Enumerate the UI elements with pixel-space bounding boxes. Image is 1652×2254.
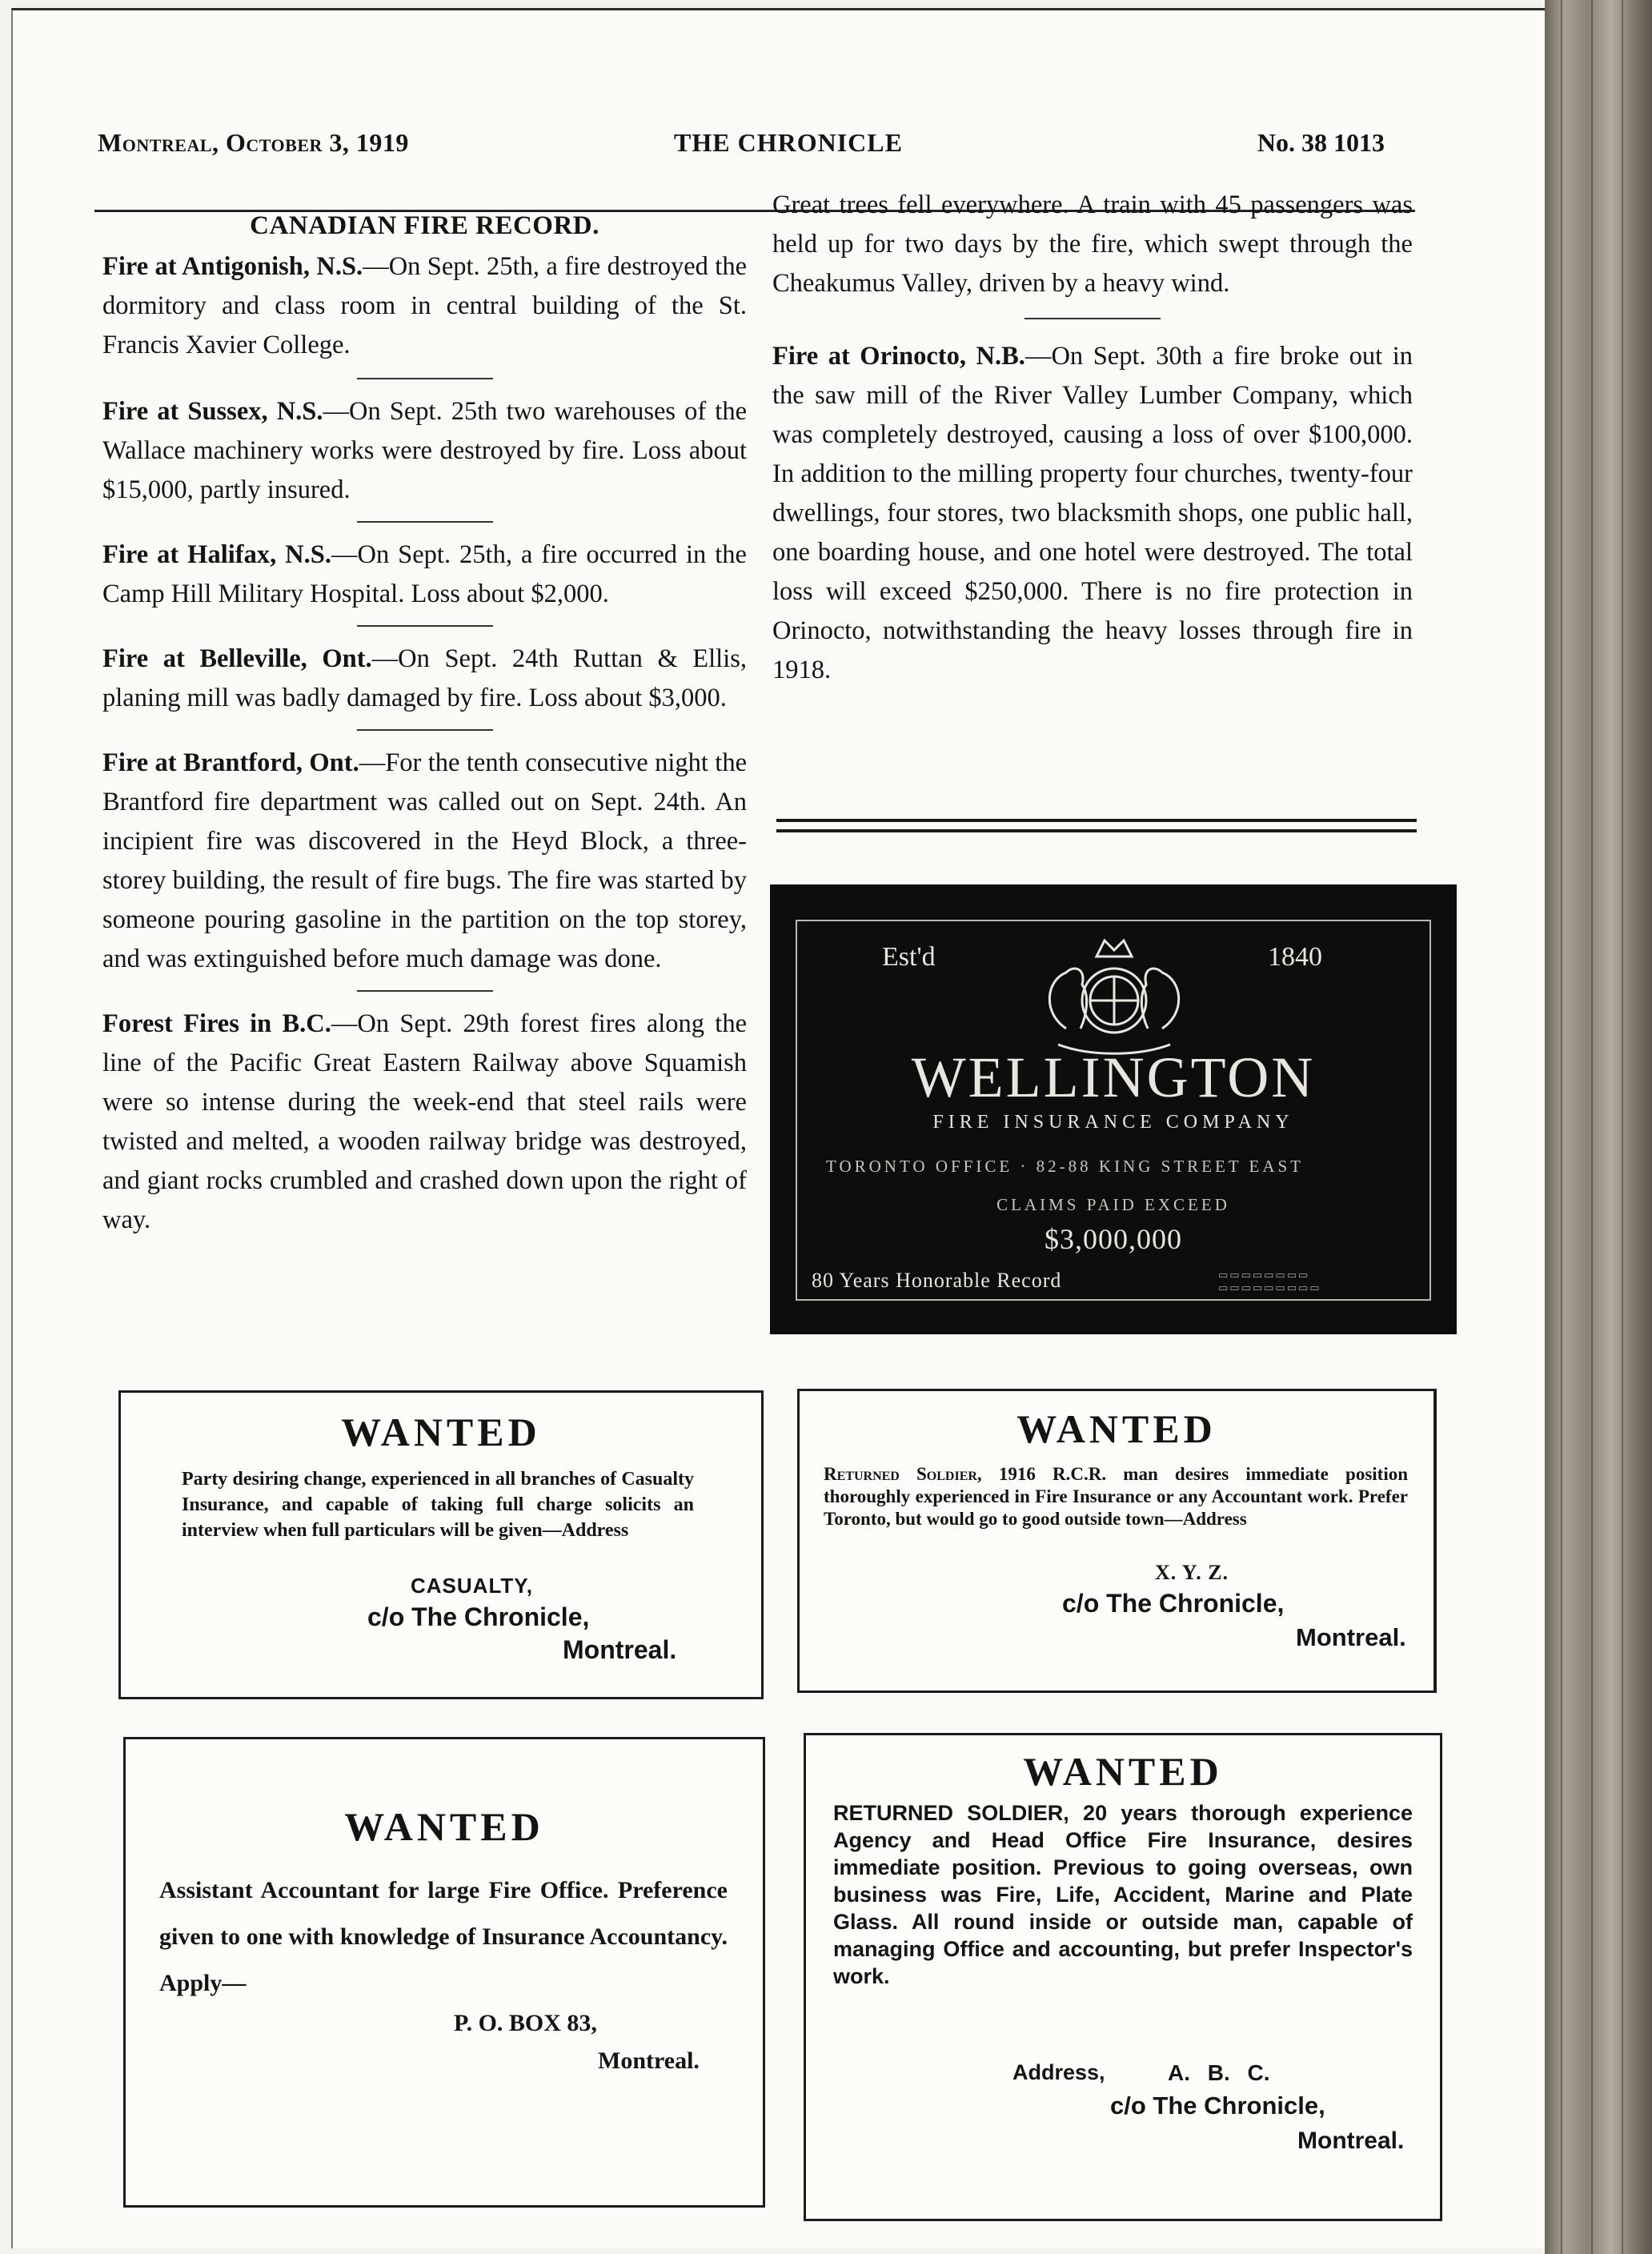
fire-report-orinocto: [772, 337, 1413, 690]
ad-reply-name: X. Y. Z.: [1155, 1561, 1229, 1584]
fire-report-brantford: [102, 744, 747, 979]
page-header: [98, 128, 1385, 176]
report-text: —On Sept. 30th a fire broke out in the saw mill of the River Valley Lumber Company, which was completely destroyed, causing a loss of over $100,000. In addition to the milling property four churches, twenty-four dwellings, four stores, two blacksmith shops, one public hall, one boarding house, and one hotel were destroyed. The total loss will exceed $250,000. There is no fire protection in Orinocto, notwithstanding the heavy losses through fire in 1918.: [772, 342, 1413, 684]
ad-reply-name: A. B. C.: [1168, 2060, 1270, 2085]
separator-rule: [357, 625, 493, 627]
report-text: —On Sept. 25th, a fire occurred in the Camp Hill Military Hospital. Loss about $2,000.: [102, 540, 747, 608]
header-publication-title: THE CHRONICLE: [674, 128, 903, 157]
report-lead: Forest Fires in B.C.: [102, 1009, 331, 1038]
report-lead: Fire at Sussex, N.S.: [102, 397, 323, 426]
left-column: [102, 207, 747, 1240]
ad-body: Assistant Accountant for large Fire Office. Preference given to one with knowledge of Insurance Accountancy. Apply—: [159, 1877, 728, 1996]
report-lead: Fire at Belleville, Ont.: [102, 644, 372, 673]
ad-reply-city: Montreal.: [563, 1635, 677, 1664]
bc-fire-continuation: Great trees fell everywhere. A train with 45 passengers was held up for two days by the fire, which swept through the Cheakumus Valley, driven by a heavy wind.: [772, 191, 1413, 298]
report-lead: Fire at Antigonish, N.S.: [102, 252, 363, 281]
ad-reply-care: c/o The Chronicle,: [1110, 2092, 1325, 2120]
report-text: —On Sept. 24th Ruttan & Ellis, planing mill was badly damaged by fire. Loss about $3,000.: [102, 644, 748, 712]
fire-report-halifax: [102, 535, 747, 614]
ad-title: WANTED: [1016, 1406, 1217, 1451]
ad-established-year: 1840: [1268, 942, 1322, 972]
header-issue-page-number: No. 38 1013: [1257, 128, 1385, 157]
report-lead: Fire at Brantford, Ont.: [102, 748, 359, 777]
ad-body: [824, 1463, 1408, 1530]
separator-rule: [357, 521, 493, 523]
fire-report-sussex: [102, 392, 747, 510]
ad-reply-city: Montreal.: [598, 2047, 700, 2074]
wanted-ad-abc: [804, 1733, 1442, 2221]
right-column: [772, 186, 1413, 690]
fire-report-bc-forest-fires: [102, 1005, 747, 1240]
ad-reply-care: c/o The Chronicle,: [1062, 1589, 1285, 1618]
report-lead: Fire at Orinocto, N.B.: [772, 342, 1025, 371]
ad-reply-name: P. O. BOX 83,: [454, 2010, 597, 2036]
report-text: —On Sept. 25th, a fire destroyed the dormitory and class room in central building of the St. Francis Xavier College.: [102, 252, 748, 359]
ad-agents-fine-print: ▭▭▭▭▭▭▭▭ ▭▭▭▭▭▭▭▭▭: [1218, 1269, 1321, 1293]
report-lead: Fire at Halifax, N.S.: [102, 540, 331, 569]
wanted-ad-po-box: [123, 1737, 765, 2208]
separator-rule: [357, 729, 493, 731]
double-rule: [776, 819, 1417, 832]
wellington-insurance-ad: [770, 884, 1457, 1334]
wanted-ad-xyz: [797, 1389, 1437, 1693]
ad-office-address: TORONTO OFFICE · 82-88 KING STREET EAST: [826, 1157, 1305, 1176]
ad-record-tagline: 80 Years Honorable Record: [812, 1269, 1062, 1292]
book-page-edge: [1545, 0, 1652, 2254]
report-text: —For the tenth consecutive night the Brantford fire department was called out on Sept. 24th. An incipient fire was discovered in the Heyd Block, a three-storey building, the result of fire bugs. The fire was started by someone pouring gasoline in the partition on the top storey, and was extinguished before much damage was done.: [102, 748, 748, 973]
ad-reply-city: Montreal.: [1296, 1623, 1406, 1651]
ad-claims-label: CLAIMS PAID EXCEED: [996, 1195, 1230, 1214]
ad-body-lead: Returned Soldier,: [824, 1464, 982, 1484]
separator-rule: [357, 378, 493, 379]
ad-reply-name: CASUALTY,: [411, 1574, 533, 1598]
ad-claims-amount: $3,000,000: [1045, 1223, 1182, 1255]
separator-rule: [1024, 318, 1161, 319]
ad-title: WANTED: [344, 1804, 544, 1849]
ad-title: WANTED: [341, 1410, 541, 1454]
fire-report-belleville: [102, 640, 747, 718]
wanted-ad-casualty: [118, 1390, 764, 1699]
ad-reply-city: Montreal.: [1297, 2128, 1405, 2154]
separator-rule: [357, 990, 493, 992]
header-dateline: Montreal, October 3, 1919: [98, 128, 409, 157]
report-text: —On Sept. 29th forest fires along the line of the Pacific Great Eastern Railway above Squamish were so intense during the week-end that steel rails were twisted and melted, a wooden railway bridge was destroyed, and giant rocks crumbled and crashed down upon the right of way.: [102, 1009, 747, 1234]
fire-report-antigonish: [102, 247, 747, 365]
ad-body: Party desiring change, experienced in all branches of Casualty Insurance, and capable of taking full charge solicits an interview when full particulars will be given—Address: [182, 1469, 694, 1541]
ad-established-label: Est'd: [882, 942, 936, 972]
report-text: —On Sept. 25th two warehouses of the Wallace machinery works were destroyed by fire. Loss about $15,000, partly insured.: [102, 397, 748, 504]
section-title: CANADIAN FIRE RECORD.: [250, 211, 599, 240]
ad-title: WANTED: [1023, 1749, 1223, 1794]
ad-reply-care: c/o The Chronicle,: [367, 1602, 590, 1631]
ad-body-text: 1916 R.C.R. man desires immediate position thoroughly experienced in Fire Insurance or any Accountant work. Prefer Toronto, but would go to good outside town—Address: [824, 1464, 1408, 1529]
ad-company-name: WELLINGTON: [911, 1045, 1316, 1109]
ad-company-subtitle: FIRE INSURANCE COMPANY: [932, 1112, 1294, 1133]
ad-body: RETURNED SOLDIER, 20 years thorough experience Agency and Head Office Fire Insurance, desires immediate position. Previous to going overseas, own business was Fire, Life, Accident, Marine and Plate Glass. All round inside or outside man, capable of managing Office and accounting, but prefer Inspector's work.: [833, 1801, 1413, 1988]
ad-address-label: Address,: [1012, 2060, 1105, 2084]
